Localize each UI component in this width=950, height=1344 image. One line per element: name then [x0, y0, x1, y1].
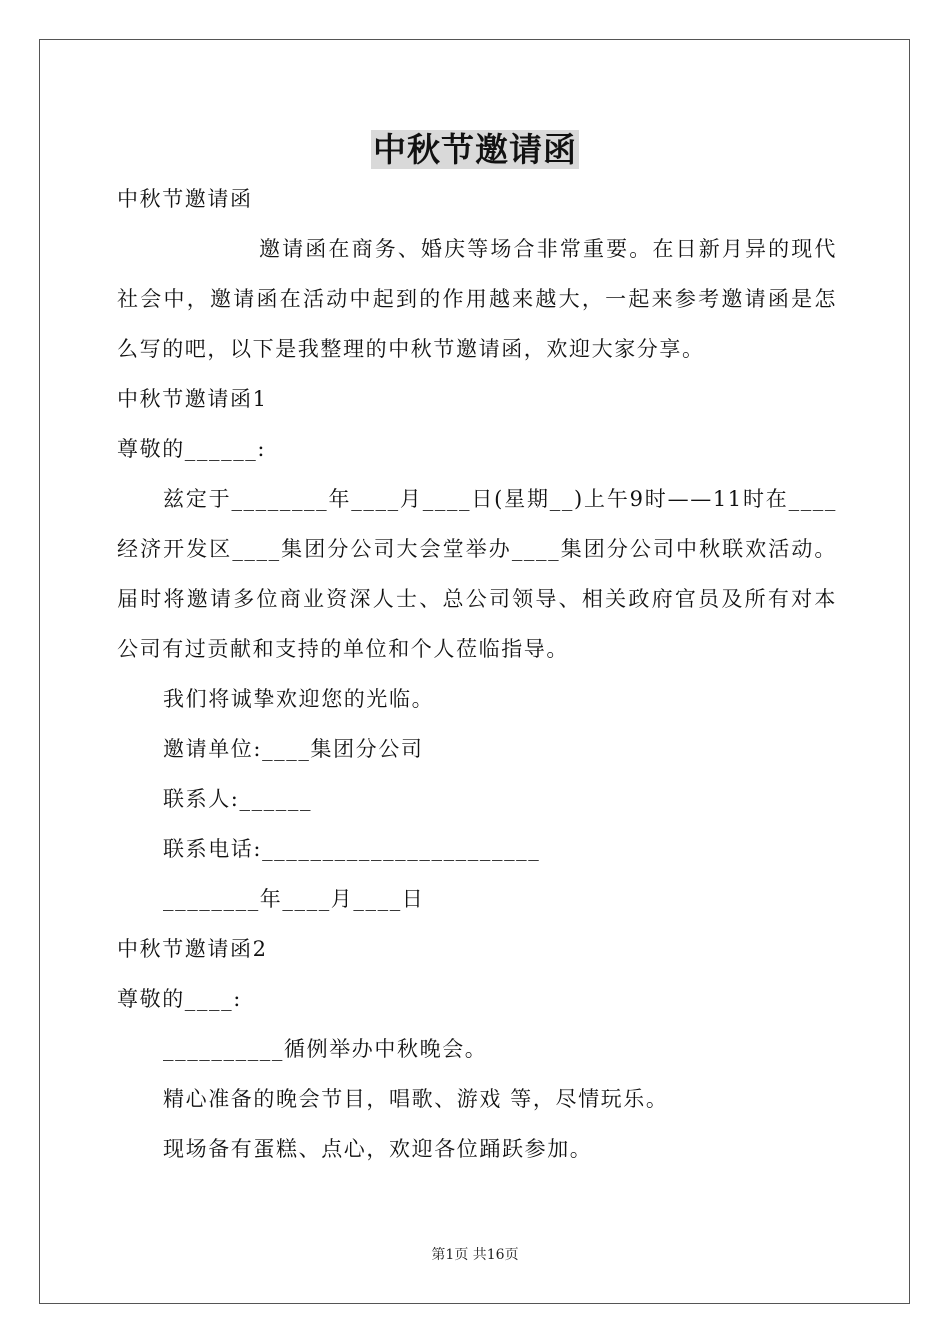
letter1-contact: 联系人:______ — [163, 787, 313, 811]
letter1-heading: 中秋节邀请函1 — [117, 387, 268, 411]
letter1-greeting: 尊敬的______: — [117, 437, 267, 461]
page-footer: 第1页 共16页 — [431, 1247, 519, 1263]
document-body — [117, 174, 837, 1174]
letter1-paragraph: 兹定于________年____月____日(星期__)上午9时——11时在____经济开发区____集团分公司大会堂举办____集团分公司中秋联欢活动。届时将邀请多位商业资深人士、总公司领导、相关政府官员及所有对本公司有过贡献和支持的单位和个人莅临指导。 — [117, 487, 837, 661]
document-title-text: 中秋节邀请函 — [373, 130, 577, 169]
letter2-greeting: 尊敬的____: — [117, 987, 242, 1011]
letter2-line1: __________循例举办中秋晚会。 — [163, 1037, 488, 1061]
letter2-heading: 中秋节邀请函2 — [117, 937, 268, 961]
letter1-welcome: 我们将诚挚欢迎您的光临。 — [163, 687, 435, 711]
letter1-date: ________年____月____日 — [163, 887, 425, 911]
letter2-line3: 现场备有蛋糕、点心，欢迎各位踊跃参加。 — [163, 1137, 593, 1161]
letter2-line2: 精心准备的晚会节目，唱歌、游戏 等，尽情玩乐。 — [163, 1087, 669, 1111]
document-title — [0, 128, 950, 172]
intro-paragraph: 邀请函在商务、婚庆等场合非常重要。在日新月异的现代社会中，邀请函在活动中起到的作用越来越大，一起来参考邀请函是怎么写的吧，以下是我整理的中秋节邀请函，欢迎大家分享。 — [117, 237, 837, 361]
letter1-phone: 联系电话:_______________________ — [163, 837, 541, 861]
letter1-org: 邀请单位:____集团分公司 — [163, 737, 424, 761]
subtitle: 中秋节邀请函 — [117, 187, 253, 211]
